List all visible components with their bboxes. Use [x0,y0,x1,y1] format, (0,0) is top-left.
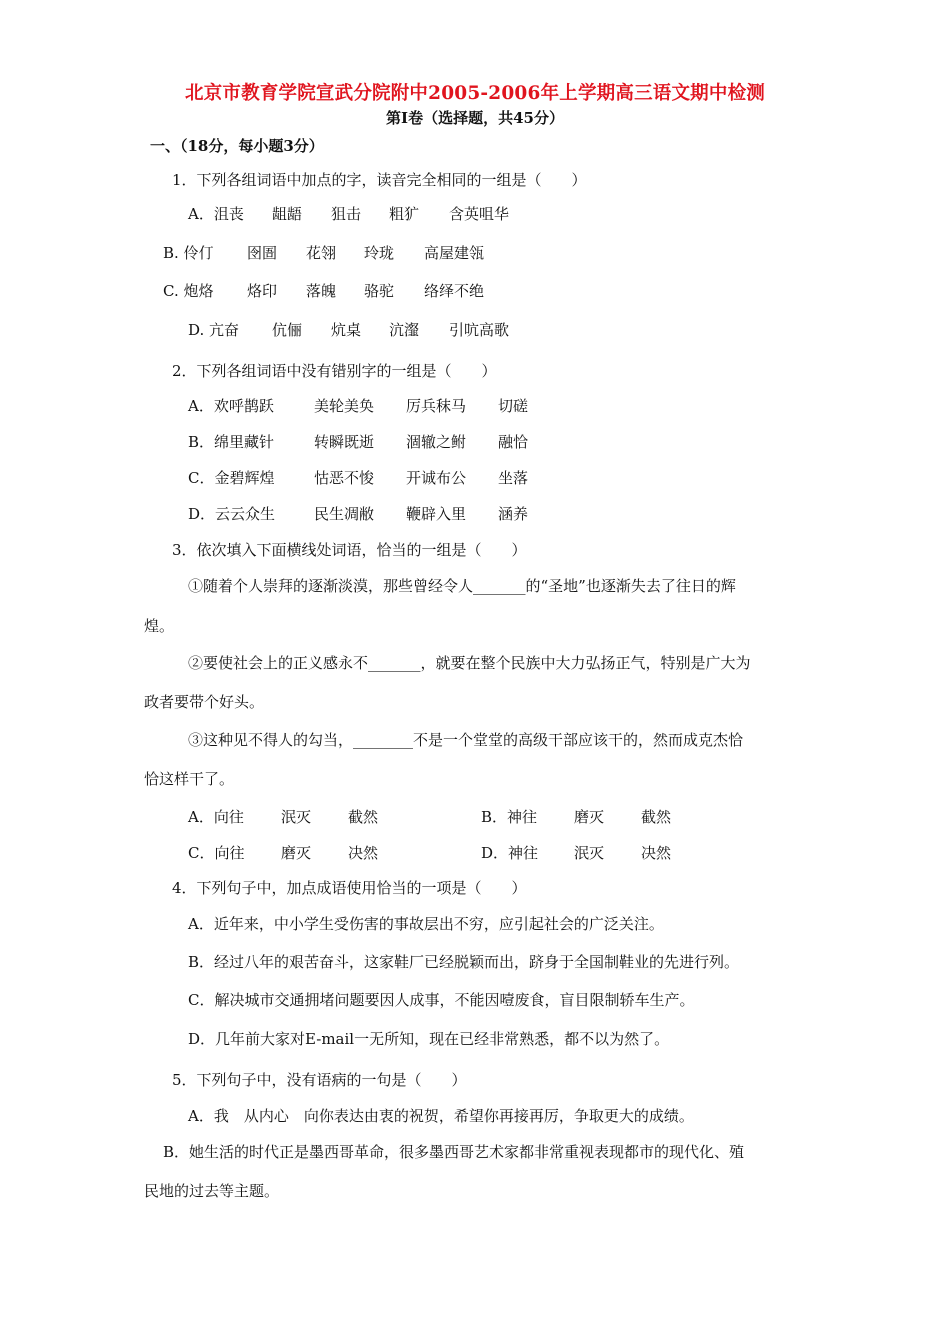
option-word: 烙印 [247,282,278,300]
q3-sentence-1: ①随着个人崇拜的逐渐淡漠，那些曾经令人_______的“圣地”也逐渐失去了往日的辉 [188,577,736,595]
option-word: 怙恶不悛 [314,469,375,487]
option-word: 狙击 [331,205,362,223]
option-word: 涵养 [498,505,529,523]
option-word: 融恰 [498,433,529,451]
q4-option-b: B．经过八年的艰苦奋斗，这家鞋厂已经脱颖而出，跻身于全国制鞋业的先进行列。 [188,953,740,971]
option-word: 泯灭 [281,808,312,826]
option-word: 伉俪 [272,321,303,339]
option-word: 花翎 [306,244,337,262]
option-word: 含英咀华 [449,205,510,223]
q4-option-c: C．解决城市交通拥堵问题要因人成事，不能因噎废食，盲目限制轿车生产。 [188,991,695,1009]
option-word: 决然 [348,844,379,862]
q5-option-b-cont: 民地的过去等主题。 [144,1182,280,1200]
q3-stem: 3．依次填入下面横线处词语，恰当的一组是（ ） [172,541,527,559]
option-label-word: C．金碧辉煌 [188,469,275,487]
option-label-word: D. 亢奋 [188,321,240,339]
option-word: 骆驼 [364,282,395,300]
option-word: 鞭辟入里 [406,505,467,523]
option-word: 美轮美奂 [314,397,375,415]
option-word: 络绎不绝 [424,282,485,300]
option-word: 截然 [641,808,672,826]
q4-option-a: A．近年来，中小学生受伤害的事故层出不穷，应引起社会的广泛关注。 [188,915,664,933]
q3-sentence-2-cont: 政者要带个好头。 [144,693,265,711]
q3-sentence-2: ②要使社会上的正义感永不_______，就要在整个民族中大力弘扬正气，特别是广大为 [188,654,751,672]
option-word: 泯灭 [574,844,605,862]
option-word: 粗犷 [389,205,420,223]
option-word: 炕桌 [331,321,362,339]
option-word: 截然 [348,808,379,826]
q3-sentence-3: ③这种见不得人的勾当，________不是一个堂堂的高级干部应该干的，然而成克杰恰 [188,731,744,749]
option-label-word: D．神往 [481,844,539,862]
option-label-word: A．欢呼鹊跃 [188,397,274,415]
option-word: 转瞬既逝 [314,433,375,451]
option-word: 玲珑 [364,244,395,262]
q4-stem: 4．下列句子中，加点成语使用恰当的一项是（ ） [172,879,527,897]
option-label-word: D．云云众生 [188,505,276,523]
q4-option-d: D．几年前大家对E-mail一无所知，现在已经非常熟悉，都不以为然了。 [188,1030,670,1048]
option-label-word: B．绵里藏针 [188,433,275,451]
option-word: 磨灭 [281,844,312,862]
option-word: 开诚布公 [406,469,467,487]
option-label-word: B．神往 [481,808,538,826]
option-word: 切磋 [498,397,529,415]
option-label-word: C. 炮烙 [163,282,214,300]
option-word: 坐落 [498,469,529,487]
option-label-word: A．沮丧 [188,205,244,223]
exam-title: 北京市教育学院宣武分院附中2005-2006年上学期高三语文期中检测 [185,83,765,104]
option-word: 龃龉 [272,205,303,223]
exam-subtitle: 第Ⅰ卷（选择题，共45分） [386,109,564,127]
option-word: 决然 [641,844,672,862]
option-label-word: C．向往 [188,844,245,862]
q1-stem: 1．下列各组词语中加点的字，读音完全相同的一组是（ ） [172,171,587,189]
q3-sentence-1-cont: 煌。 [144,617,175,635]
option-word: 磨灭 [574,808,605,826]
q5-stem: 5．下列句子中，没有语病的一句是（ ） [172,1071,467,1089]
option-word: 沆瀣 [389,321,420,339]
option-word: 涸辙之鲋 [406,433,467,451]
q3-sentence-3-cont: 恰这样干了。 [144,770,235,788]
q2-stem: 2．下列各组词语中没有错别字的一组是（ ） [172,362,497,380]
q5-option-b: B．她生活的时代正是墨西哥革命，很多墨西哥艺术家都非常重视表现都市的现代化、殖 [163,1143,745,1161]
option-word: 落魄 [306,282,337,300]
option-word: 引吭高歌 [449,321,510,339]
q5-option-a: A．我 从内心 向你表达由衷的祝贺，希望你再接再厉，争取更大的成绩。 [188,1107,694,1125]
option-label-word: A．向往 [188,808,244,826]
option-word: 民生凋敝 [314,505,375,523]
option-label-word: B. 伶仃 [163,244,214,262]
option-word: 高屋建瓴 [424,244,485,262]
option-word: 囹圄 [247,244,278,262]
option-word: 厉兵秣马 [406,397,467,415]
section-heading: 一、（18分，每小题3分） [150,137,324,155]
